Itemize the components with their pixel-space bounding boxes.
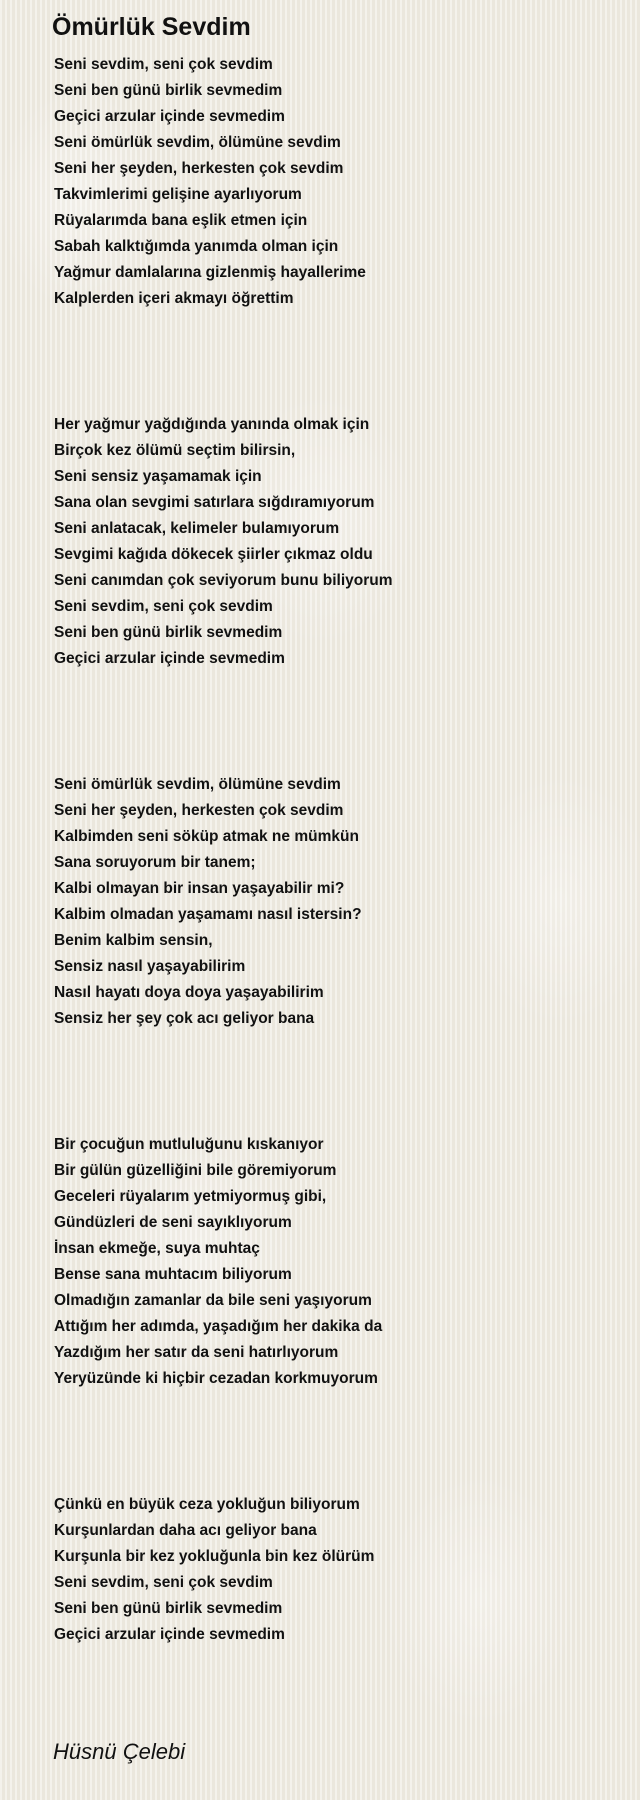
poem-line: Sensiz nasıl yaşayabilirim — [54, 958, 246, 975]
poem-line: Kalbim olmadan yaşamamı nasıl istersin? — [54, 906, 362, 923]
poem-line: Gündüzleri de seni sayıklıyorum — [54, 1214, 292, 1231]
stanza-1 — [54, 52, 614, 312]
stanza-5 — [54, 1492, 614, 1648]
poem-line: Rüyalarımda bana eşlik etmen için — [54, 212, 308, 229]
poem-line: Geceleri rüyalarım yetmiyormuş gibi, — [54, 1188, 327, 1205]
poem-line: Kurşunlardan daha acı geliyor bana — [54, 1522, 317, 1539]
poem-line: Olmadığın zamanlar da bile seni yaşıyorum — [54, 1292, 372, 1309]
poem-line: Kurşunla bir kez yokluğunla bin kez ölürüm — [54, 1548, 375, 1565]
poem-line: Yeryüzünde ki hiçbir cezadan korkmuyorum — [54, 1370, 378, 1387]
poem-line: Sana olan sevgimi satırlara sığdıramıyorum — [54, 494, 375, 511]
poem-title: Ömürlük Sevdim — [52, 13, 251, 41]
poem-line: Seni anlatacak, kelimeler bulamıyorum — [54, 520, 340, 537]
poem-line: Nasıl hayatı doya doya yaşayabilirim — [54, 984, 324, 1001]
poem-line: Yazdığım her satır da seni hatırlıyorum — [54, 1344, 339, 1361]
poem-line: Bense sana muhtacım biliyorum — [54, 1266, 292, 1283]
poem-line: Her yağmur yağdığında yanında olmak için — [54, 416, 370, 433]
poem-line: Geçici arzular içinde sevmedim — [54, 1626, 285, 1643]
stanza-2 — [54, 412, 614, 672]
poem-line: Seni her şeyden, herkesten çok sevdim — [54, 802, 344, 819]
poem-line: Bir çocuğun mutluluğunu kıskanıyor — [54, 1136, 324, 1153]
poem-line: Seni ömürlük sevdim, ölümüne sevdim — [54, 134, 341, 151]
poem-line: Seni ben günü birlik sevmedim — [54, 624, 283, 641]
poem-line: Seni sevdim, seni çok sevdim — [54, 1574, 273, 1591]
poem-line: Birçok kez ölümü seçtim bilirsin, — [54, 442, 296, 459]
poem-line: Sabah kalktığımda yanımda olman için — [54, 238, 339, 255]
poem-line: Sana soruyorum bir tanem; — [54, 854, 256, 871]
poem-line: Takvimlerimi gelişine ayarlıyorum — [54, 186, 302, 203]
poem-line: Seni ben günü birlik sevmedim — [54, 82, 283, 99]
poem-line: Seni ömürlük sevdim, ölümüne sevdim — [54, 776, 341, 793]
poem-line: Seni ben günü birlik sevmedim — [54, 1600, 283, 1617]
poem-line: Seni her şeyden, herkesten çok sevdim — [54, 160, 344, 177]
poem-line: Yağmur damlalarına gizlenmiş hayallerime — [54, 264, 366, 281]
poem-line: Kalplerden içeri akmayı öğrettim — [54, 290, 294, 307]
poem-line: Sensiz her şey çok acı geliyor bana — [54, 1010, 315, 1027]
poem-line: Bir gülün güzelliğini bile göremiyorum — [54, 1162, 337, 1179]
poem-line: Geçici arzular içinde sevmedim — [54, 108, 285, 125]
poem-line: Seni sevdim, seni çok sevdim — [54, 598, 273, 615]
poem-line: Sevgimi kağıda dökecek şiirler çıkmaz oldu — [54, 546, 373, 563]
poem-line: Attığım her adımda, yaşadığım her dakika da — [54, 1318, 383, 1335]
poem-body — [54, 52, 614, 1748]
poem-line: Kalbi olmayan bir insan yaşayabilir mi? — [54, 880, 345, 897]
poem-line: İnsan ekmeğe, suya muhtaç — [54, 1240, 260, 1257]
poem-line: Çünkü en büyük ceza yokluğun biliyorum — [54, 1496, 360, 1513]
poem-line: Seni sevdim, seni çok sevdim — [54, 56, 273, 73]
poem-line: Kalbimden seni söküp atmak ne mümkün — [54, 828, 359, 845]
stanza-3 — [54, 772, 614, 1032]
poem-line: Seni sensiz yaşamamak için — [54, 468, 262, 485]
stanza-4 — [54, 1132, 614, 1392]
poem-line: Geçici arzular içinde sevmedim — [54, 650, 285, 667]
poem-author: Hüsnü Çelebi — [53, 1739, 186, 1764]
poem-line: Benim kalbim sensin, — [54, 932, 213, 949]
poem-line: Seni canımdan çok seviyorum bunu biliyorum — [54, 572, 393, 589]
